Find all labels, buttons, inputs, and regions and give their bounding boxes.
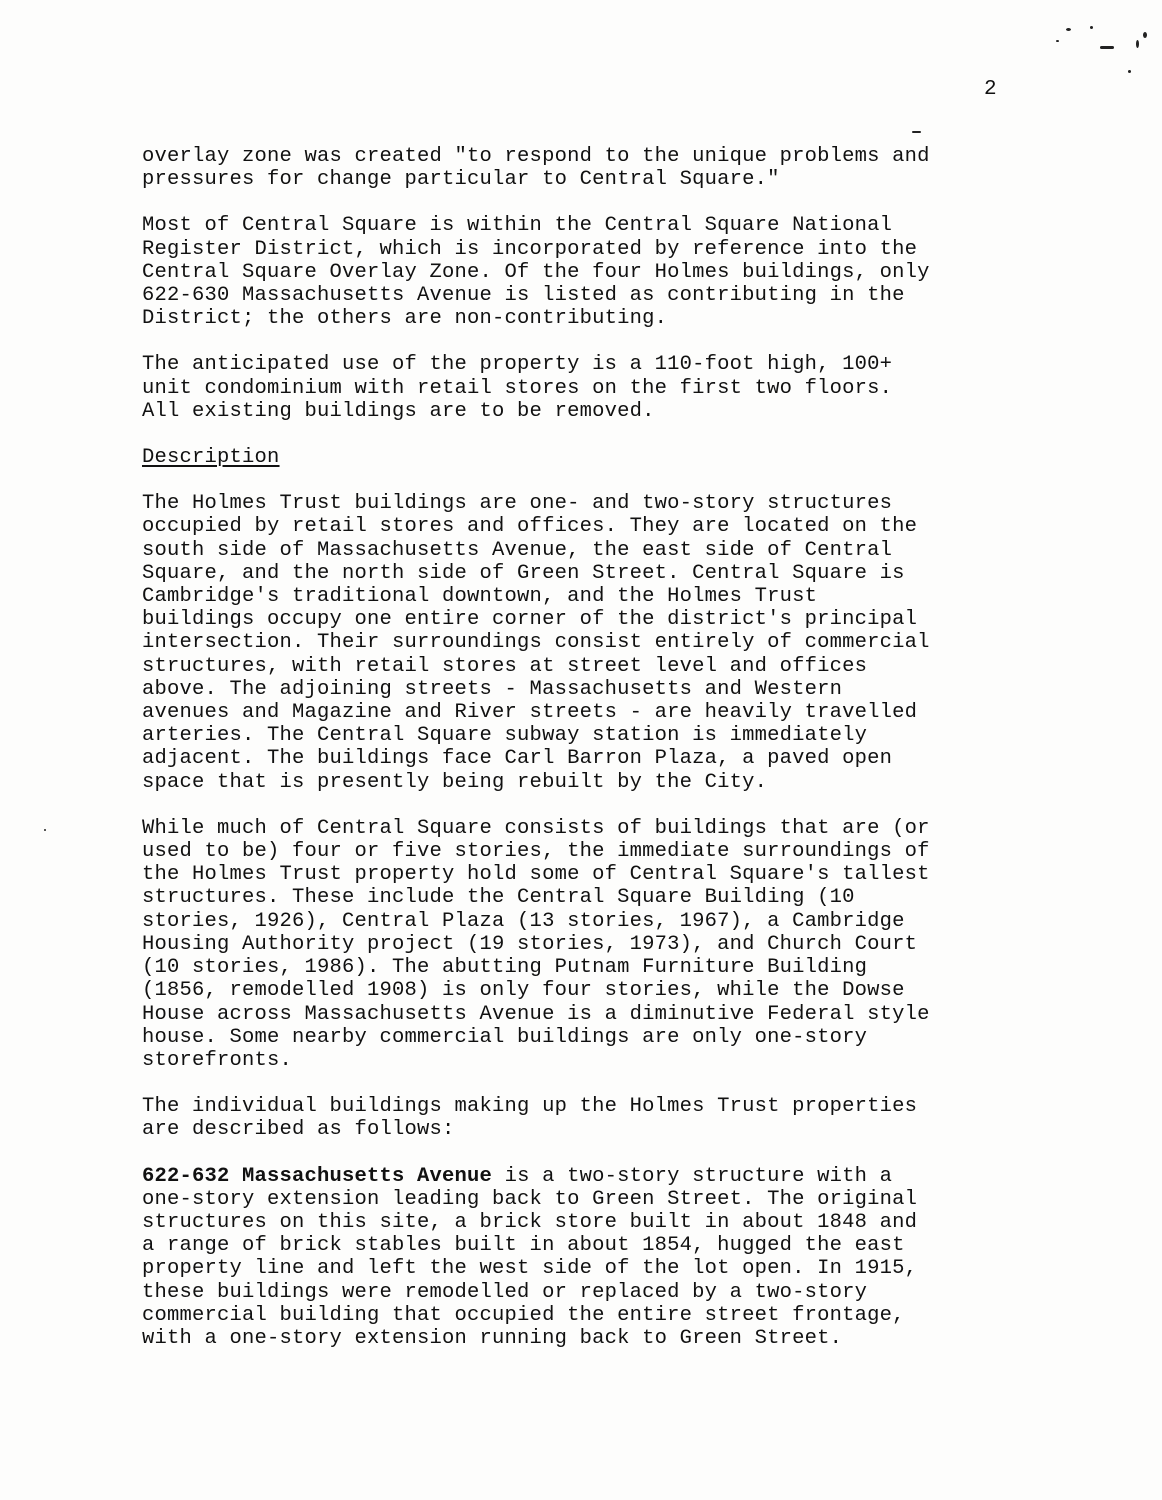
text-line: District; the others are non-contributing. — [142, 307, 668, 331]
text-line: intersection. Their surroundings consist entirely of commercial — [142, 631, 930, 655]
text-line: the Holmes Trust property hold some of Central Square's tallest — [142, 863, 930, 887]
paragraph — [142, 145, 1022, 191]
text-line: with a one-story extension running back to Green Street. — [142, 1326, 843, 1350]
paragraph — [142, 214, 1022, 330]
text-line: these buildings were remodelled or replaced by a two-story — [142, 1280, 868, 1304]
text-line: Register District, which is incorporated by reference into the — [142, 237, 918, 261]
text-line: Housing Authority project (19 stories, 1973), and Church Court — [142, 932, 918, 956]
scan-speck — [1100, 46, 1114, 49]
text-line: occupied by retail stores and offices. They are located on the — [142, 515, 918, 539]
text-line: buildings occupy one entire corner of the district's principal — [142, 608, 918, 632]
text-line: 622-630 Massachusetts Avenue is listed as contributing in the — [142, 284, 905, 308]
text-line: While much of Central Square consists of buildings that are (or — [142, 816, 930, 840]
text-line: storefronts. — [142, 1048, 293, 1072]
building-address: 622-632 Massachusetts Avenue — [142, 1164, 493, 1188]
text-line: All existing buildings are to be removed. — [142, 399, 655, 423]
text-line: house. Some nearby commercial buildings are only one-story — [142, 1025, 868, 1049]
text-line: unit condominium with retail stores on the first two floors. — [142, 376, 893, 400]
text-line: The individual buildings making up the Holmes Trust properties — [142, 1095, 918, 1119]
paragraph — [142, 1095, 1022, 1141]
text-line: are described as follows: — [142, 1118, 455, 1142]
paragraph — [142, 817, 1022, 1072]
text-line: Most of Central Square is within the Central Square National — [142, 214, 893, 238]
text-line: House across Massachusetts Avenue is a diminutive Federal style — [142, 1002, 930, 1026]
scan-speck — [912, 131, 921, 133]
paragraph — [142, 1165, 1022, 1351]
body-text — [142, 145, 1022, 1373]
text-fragment: is a two-story structure with a — [492, 1164, 893, 1188]
text-line: structures. These include the Central Square Building (10 — [142, 886, 855, 910]
paragraph — [142, 492, 1022, 794]
text-line: south side of Massachusetts Avenue, the east side of Central — [142, 538, 893, 562]
text-line: stories, 1926), Central Plaza (13 stories, 1967), a Cambridge — [142, 909, 905, 933]
text-line: adjacent. The buildings face Carl Barron Plaza, a paved open — [142, 747, 893, 771]
scan-speck — [1090, 26, 1093, 29]
text-line: a range of brick stables built in about 1854, hugged the east — [142, 1234, 905, 1258]
paragraph — [142, 353, 1022, 423]
text-line: arteries. The Central Square subway station is immediately — [142, 724, 868, 748]
text-line: overlay zone was created "to respond to the unique problems and — [142, 145, 930, 168]
section-heading: Description — [142, 446, 280, 470]
page-number: 2 — [984, 78, 997, 101]
text-line: The anticipated use of the property is a 110-foot high, 100+ — [142, 353, 893, 377]
text-line: above. The adjoining streets - Massachusetts and Western — [142, 677, 843, 701]
text-line: (1856, remodelled 1908) is only four stories, while the Dowse — [142, 979, 905, 1003]
text-line: pressures for change particular to Central Square." — [142, 168, 780, 192]
scan-speck — [1136, 40, 1139, 48]
text-line: commercial building that occupied the entire street frontage, — [142, 1303, 905, 1327]
text-line: structures, with retail stores at street level and offices — [142, 654, 868, 678]
scan-speck — [44, 829, 46, 831]
text-line: avenues and Magazine and River streets - are heavily travelled — [142, 701, 918, 725]
text-line: Cambridge's traditional downtown, and the Holmes Trust — [142, 585, 818, 609]
text-line: property line and left the west side of the lot open. In 1915, — [142, 1257, 918, 1281]
text-line: space that is presently being rebuilt by the City. — [142, 770, 768, 794]
text-line: one-story extension leading back to Green Street. The original — [142, 1187, 918, 1211]
text-line: The Holmes Trust buildings are one- and two-story structures — [142, 492, 893, 516]
text-line — [142, 1165, 1022, 1188]
text-line: Square, and the north side of Green Street. Central Square is — [142, 561, 905, 585]
scan-speck — [1056, 40, 1059, 42]
text-line: structures on this site, a brick store built in about 1848 and — [142, 1210, 918, 1234]
text-line: used to be) four or five stories, the immediate surroundings of — [142, 840, 930, 864]
scan-speck — [1128, 70, 1131, 73]
text-line: Central Square Overlay Zone. Of the four Holmes buildings, only — [142, 260, 930, 284]
scan-speck — [1066, 28, 1071, 31]
scan-speck — [1143, 32, 1147, 38]
text-line: (10 stories, 1986). The abutting Putnam Furniture Building — [142, 956, 868, 980]
